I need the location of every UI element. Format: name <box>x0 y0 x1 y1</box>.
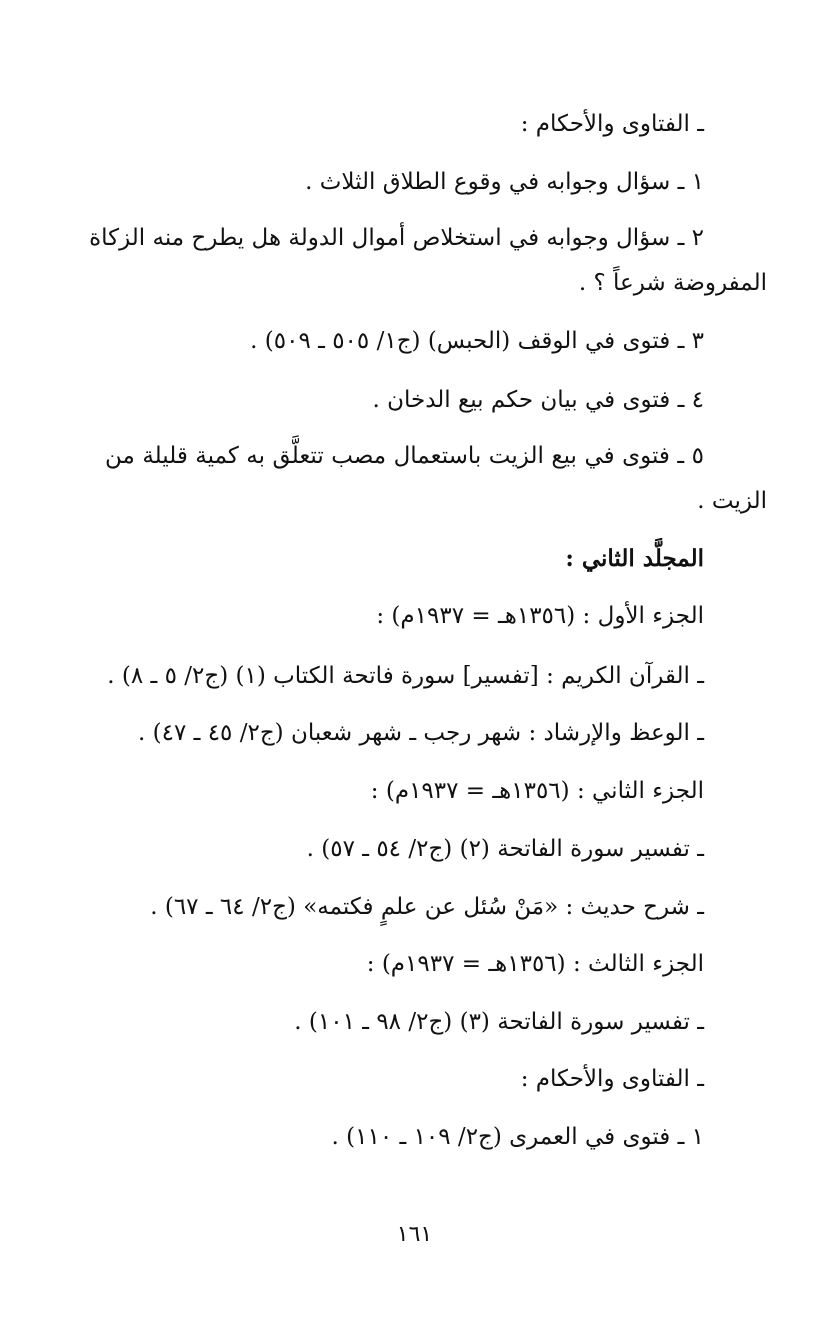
section-heading-fatawa: ـ الفتاوى والأحكام : <box>520 111 704 137</box>
page-number: ١٦١ <box>396 1222 433 1247</box>
list-item: ٤ ـ فتوى في بيان حكم بيع الدخان . <box>372 387 704 413</box>
list-item: ـ القرآن الكريم : [تفسير] سورة فاتحة الكتاب (١) (ج٢/ ٥ ـ ٨) . <box>107 663 704 689</box>
part-heading: الجزء الثاني : (١٣٥٦هـ = ١٩٣٧م) : <box>370 778 704 804</box>
list-item: ـ شرح حديث : «مَنْ سُئل عن علمٍ فكتمه» (ج٢/ ٦٤ ـ ٦٧) . <box>150 894 704 920</box>
list-item: ٢ ـ سؤال وجوابه في استخلاص أموال الدولة هل يطرح منه الزكاة <box>89 225 704 251</box>
part-heading: الجزء الأول : (١٣٥٦هـ = ١٩٣٧م) : <box>376 603 704 629</box>
list-item: ١ ـ سؤال وجوابه في وقوع الطلاق الثلاث . <box>305 169 704 195</box>
list-item: ـ الوعظ والإرشاد : شهر رجب ـ شهر شعبان (ج٢/ ٤٥ ـ ٤٧) . <box>137 720 704 746</box>
list-item: ٣ ـ فتوى في الوقف (الحبس) (ج١/ ٥٠٥ ـ ٥٠٩) . <box>250 328 704 354</box>
list-item: ١ ـ فتوى في العمرى (ج٢/ ١٠٩ ـ ١١٠) . <box>331 1124 704 1150</box>
list-item: ـ تفسير سورة الفاتحة (٢) (ج٢/ ٥٤ ـ ٥٧) . <box>306 836 704 862</box>
volume-heading: المجلَّد الثاني : <box>565 545 704 572</box>
list-item-continuation: المفروضة شرعاً ؟ . <box>578 270 767 296</box>
part-heading: الجزء الثالث : (١٣٥٦هـ = ١٩٣٧م) : <box>366 951 704 977</box>
section-heading-fatawa: ـ الفتاوى والأحكام : <box>520 1066 704 1092</box>
list-item-continuation: الزيت . <box>697 488 767 514</box>
list-item: ـ تفسير سورة الفاتحة (٣) (ج٢/ ٩٨ ـ ١٠١) . <box>294 1009 704 1035</box>
list-item: ٥ ـ فتوى في بيع الزيت باستعمال مصب تتعلَّق به كمية قليلة من <box>105 443 704 469</box>
